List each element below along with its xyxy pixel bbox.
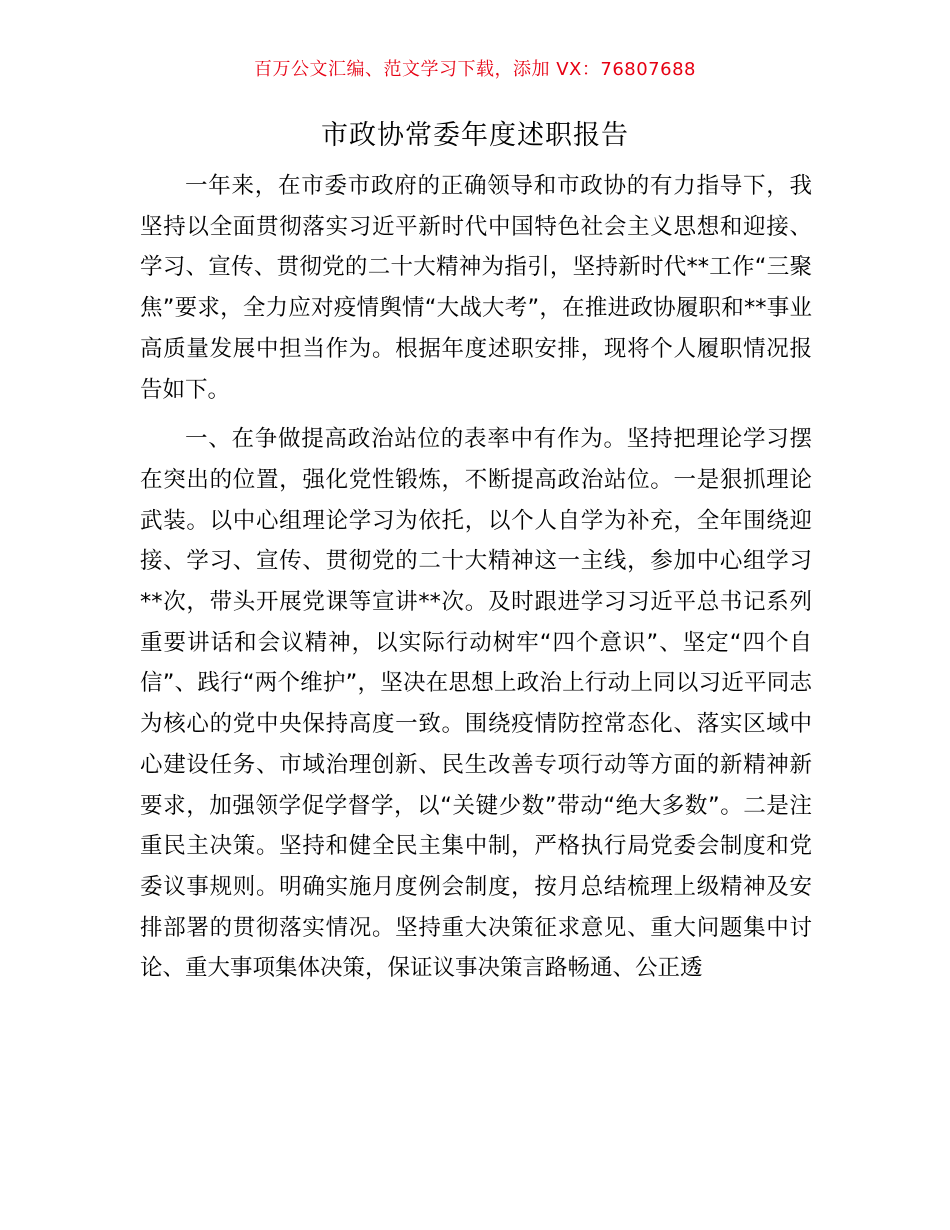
paragraph-intro: 一年来，在市委市政府的正确领导和市政协的有力指导下，我坚持以全面贯彻落实习近平新时代中国特色社会主义思想和迎接、学习、宣传、贯彻党的二十大精神为指引，坚持新时代**工作“三聚焦”要求，全力应对疫情舆情“大战大考”，在推进政协履职和**事业高质量发展中担当作为。根据年度述职安排，现将个人履职情况报告如下。 — [140, 173, 812, 403]
document-body — [140, 166, 812, 989]
watermark-banner: 百万公文汇编、范文学习下载，添加 VX：76807688 — [254, 59, 696, 80]
paragraph-section-one: 一、在争做提高政治站位的表率中有作为。坚持把理论学习摆在突出的位置，强化党性锻炼，不断提高政治站位。一是狠抓理论武装。以中心组理论学习为依托，以个人自学为补充，全年围绕迎接、学习、宣传、贯彻党的二十大精神这一主线，参加中心组学习**次，带头开展党课等宣讲**次。及时跟进学习习近平总书记系列重要讲话和会议精神，以实际行动树牢“四个意识”、坚定“四个自信”、践行“两个维护”，坚决在思想上政治上行动上同以习近平同志为核心的党中央保持高度一致。围绕疫情防控常态化、落实区域中心建设任务、市域治理创新、民生改善专项行动等方面的新精神新要求，加强领学促学督学，以“关键少数”带动“绝大多数”。二是注重民主决策。坚持和健全民主集中制，严格执行局党委会制度和党委议事规则。明确实施月度例会制度，按月总结梳理上级精神及安排部署的贯彻落实情况。坚持重大决策征求意见、重大问题集中讨论、重大事项集体决策，保证议事决策言路畅通、公正透 — [140, 426, 812, 982]
document-title: 市政协常委年度述职报告 — [321, 120, 629, 151]
